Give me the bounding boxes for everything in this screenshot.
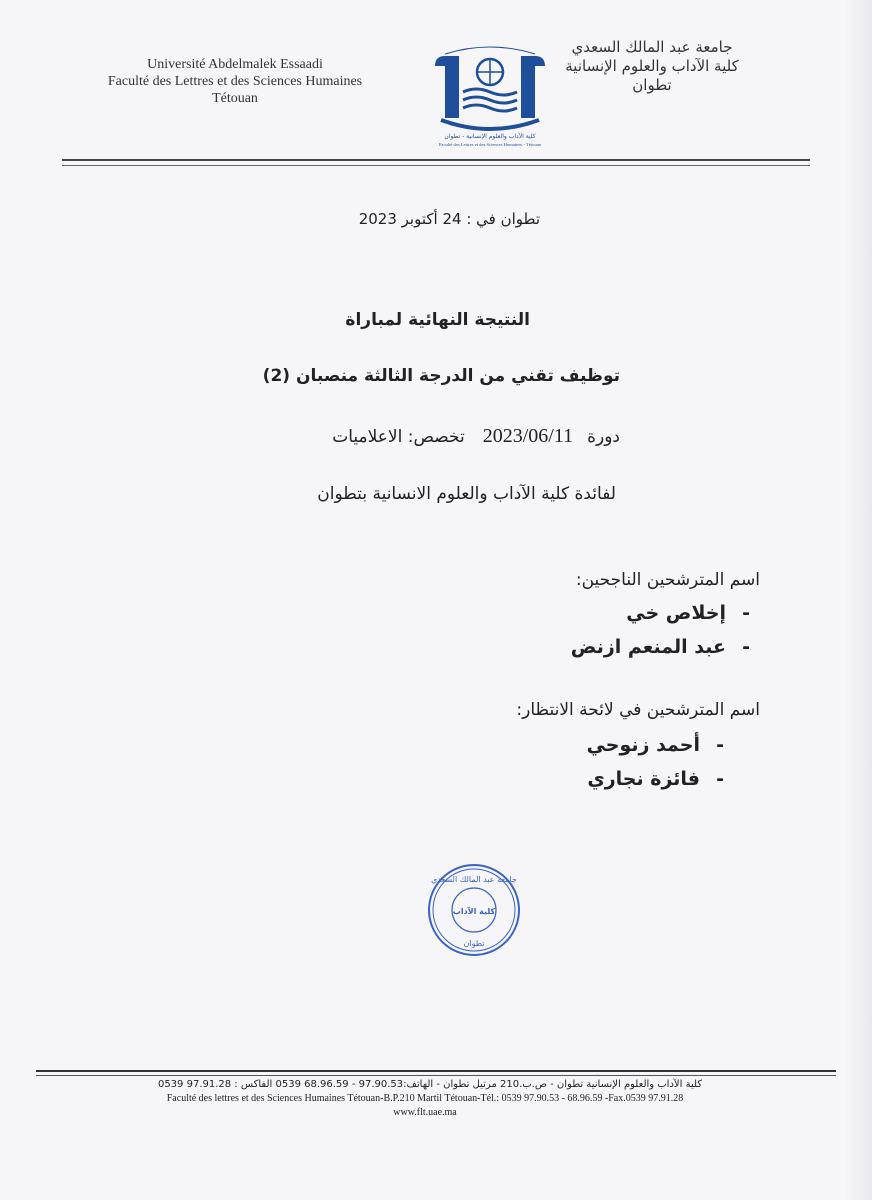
footer-divider: [36, 1070, 836, 1072]
list-item: -فائزة نجاري: [587, 768, 724, 790]
document-date: تطوان في : 24 أكتوبر 2023: [358, 210, 540, 228]
successful-label: اسم المترشحين الناجحين:: [575, 570, 760, 590]
specialty: تخصص: الاعلاميات: [332, 427, 465, 447]
footer-address-ar: كلية الآداب والعلوم الإنسانية تطوان - ص.ب.210 مرتيل تطوان - الهاتف:97.90.53 - 68.96.59 0539 الفاكس : 97.91.28 0539: [157, 1079, 703, 1090]
university-name-fr: Université Abdelmalek Essaadi: [147, 57, 323, 72]
session-prefix: دورة: [587, 427, 620, 447]
waiting-label: اسم المترشحين في لائحة الانتظار:: [516, 700, 760, 720]
footer-divider-thin: [36, 1075, 836, 1076]
city-fr: Tétouan: [212, 91, 258, 106]
header-divider: [62, 159, 810, 161]
list-item: -عبد المنعم ازنض: [570, 636, 750, 658]
city-ar: تطوان: [632, 76, 672, 94]
arabic-header: [522, 38, 782, 95]
official-stamp: [426, 862, 522, 958]
candidate-name: عبد المنعم ازنض: [570, 636, 726, 658]
faculty-name-fr: Faculté des Lettres et des Sciences Humaines: [107, 74, 363, 89]
candidate-name: إخلاص خي: [626, 602, 726, 624]
stamp-text: جامعة عبد المالك السعدي: [431, 875, 517, 884]
stamp-seal-icon: [426, 862, 522, 958]
logo-caption-ar: كلية الآداب والعلوم الإنسانية - تطوان: [444, 133, 536, 140]
list-item: -إخلاص خي: [626, 602, 750, 624]
candidate-name: أحمد زنوحي: [586, 734, 700, 756]
session-line: [200, 425, 620, 448]
french-header: [60, 56, 410, 107]
list-item: -أحمد زنوحي: [586, 734, 724, 756]
logo-caption-fr: Faculté des Lettres et des Sciences Humaines - Tétouan: [438, 142, 542, 147]
beneficiary-line: لفائدة كلية الآداب والعلوم الانسانية بتطوان: [317, 484, 616, 504]
session-date: 2023/06/11: [482, 425, 574, 447]
scan-edge: [844, 0, 872, 1200]
header-divider-thin: [62, 165, 810, 166]
stamp-bottom: تطوان: [463, 939, 485, 948]
footer-website: www.flt.uae.ma: [393, 1107, 457, 1118]
stamp-center: كلية الآداب: [452, 907, 496, 916]
faculty-name-ar: كلية الآداب والعلوم الإنسانية: [565, 57, 739, 75]
footer-address-fr: Faculté des lettres et des Sciences Humaines Tétouan-B.P.210 Martil Tétouan-Tél.: 0539 97.90.53 - 68.96.59 -Fax.0539 97.91.28: [166, 1093, 684, 1104]
position-title: توظيف تقني من الدرجة الثالثة منصبان (2): [262, 366, 620, 386]
result-title: النتيجة النهائية لمباراة: [345, 310, 530, 330]
candidate-name: فائزة نجاري: [587, 768, 700, 790]
successful-list: [360, 596, 750, 664]
university-name-ar: جامعة عبد المالك السعدي: [571, 38, 733, 56]
waiting-list: [360, 728, 724, 796]
